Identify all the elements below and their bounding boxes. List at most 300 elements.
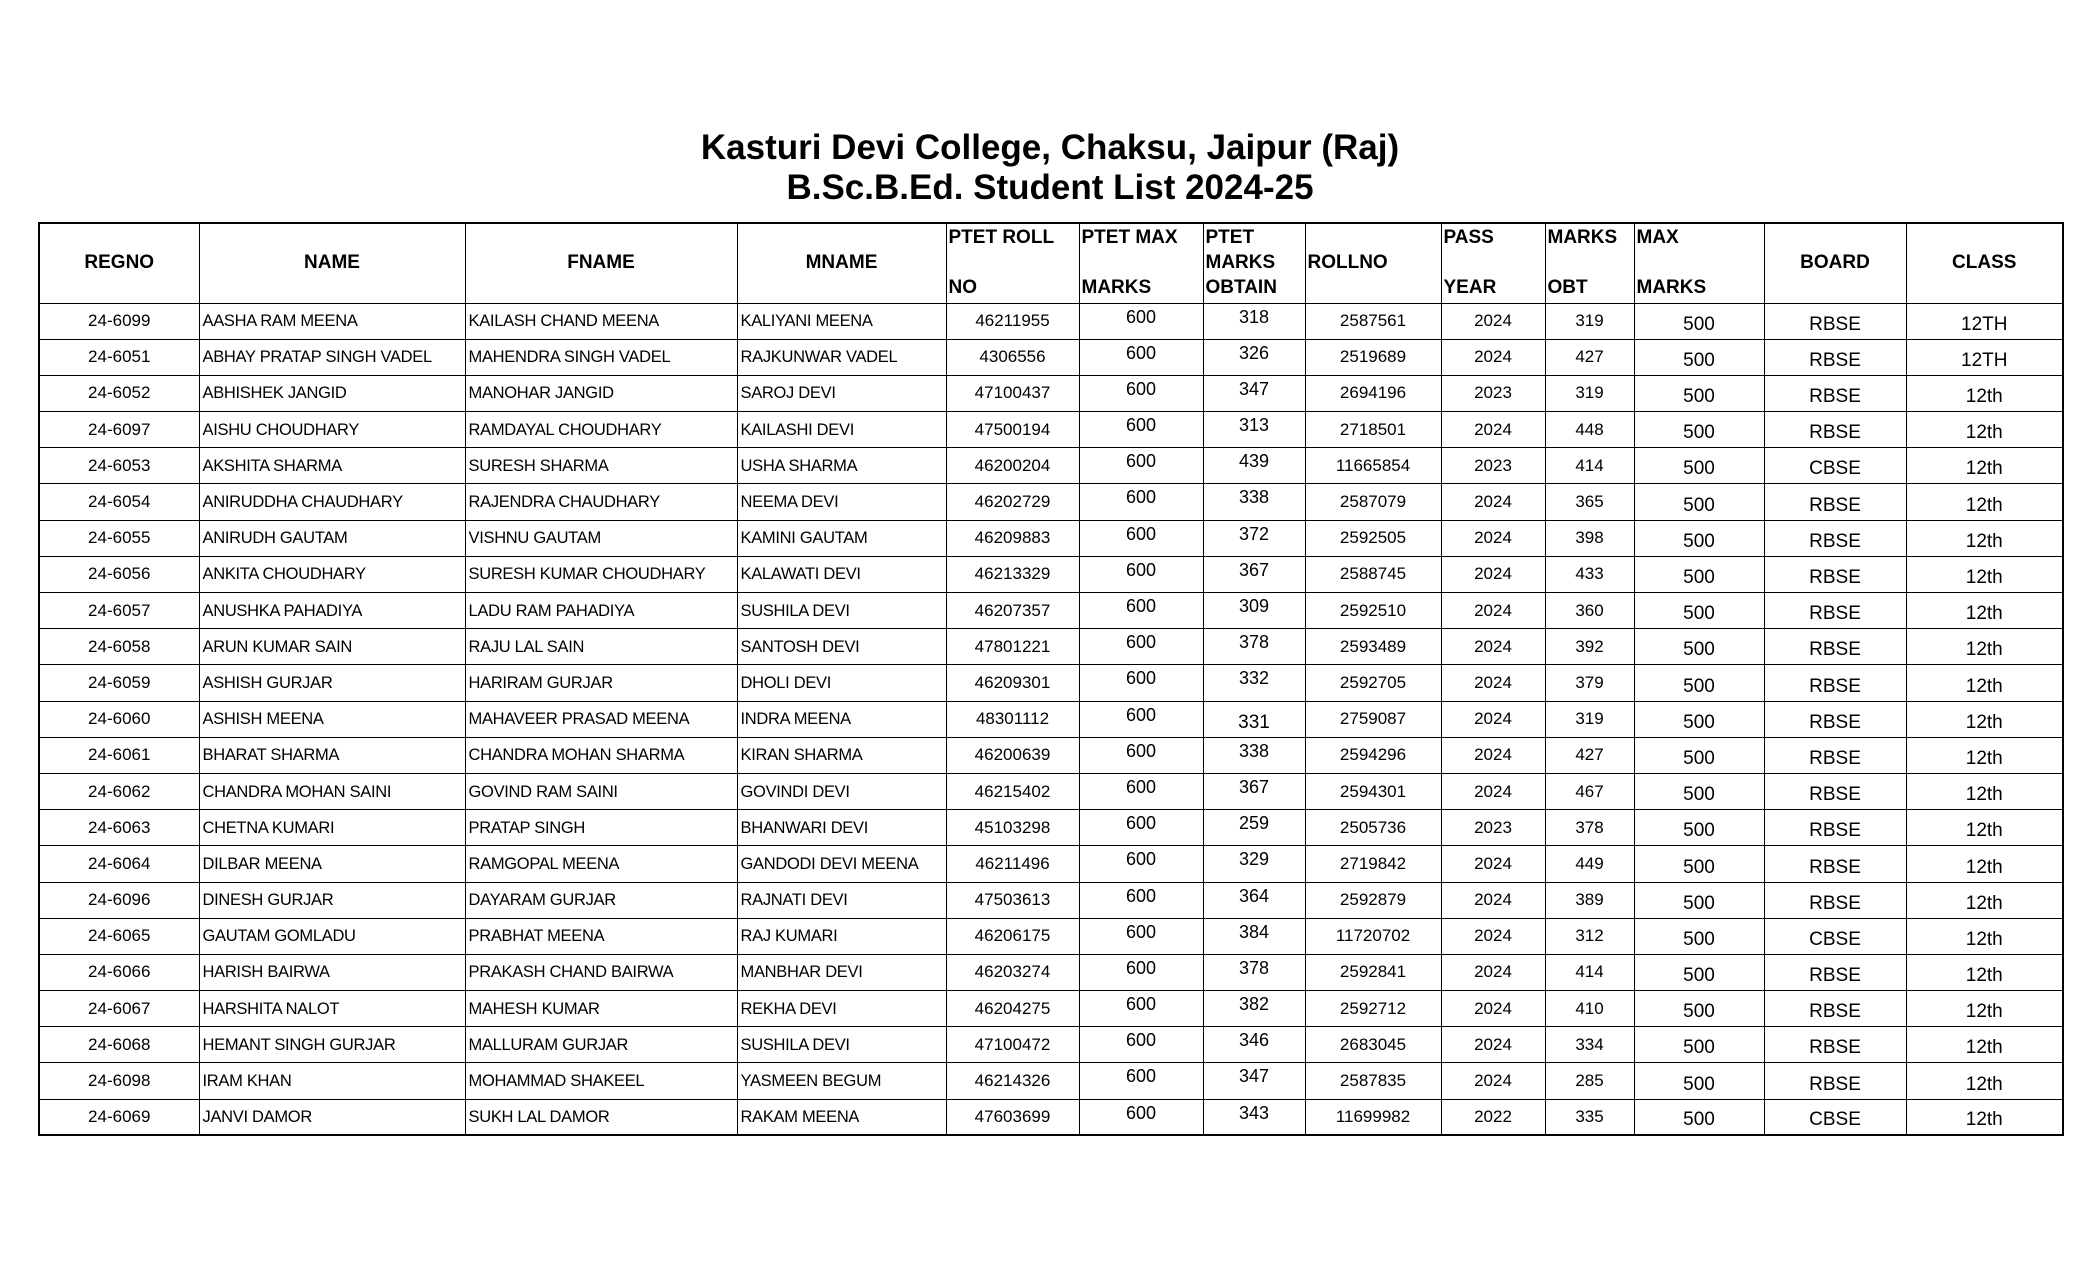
- cell-mname: SUSHILA DEVI: [737, 1027, 946, 1063]
- cell-mname: KALAWATI DEVI: [737, 556, 946, 592]
- cell-max-marks: 500: [1634, 520, 1764, 556]
- cell-class: 12th: [1906, 1099, 2063, 1135]
- cell-max-marks: 500: [1634, 375, 1764, 411]
- cell-class: 12th: [1906, 954, 2063, 990]
- cell-regno: 24-6059: [39, 665, 199, 701]
- cell-ptet-obt: 331: [1203, 701, 1305, 737]
- cell-regno: 24-6066: [39, 954, 199, 990]
- cell-ptet-roll: 46202729: [946, 484, 1079, 520]
- cell-rollno: 2592505: [1305, 520, 1441, 556]
- cell-rollno: 2519689: [1305, 339, 1441, 375]
- cell-rollno: 11699982: [1305, 1099, 1441, 1135]
- cell-mname: YASMEEN BEGUM: [737, 1063, 946, 1099]
- cell-name: ASHISH MEENA: [199, 701, 465, 737]
- column-header-max-marks: [1634, 223, 1764, 303]
- cell-name: CHANDRA MOHAN SAINI: [199, 773, 465, 809]
- cell-fname: GOVIND RAM SAINI: [465, 773, 737, 809]
- cell-max-marks: 500: [1634, 593, 1764, 629]
- cell-fname: MAHAVEER PRASAD MEENA: [465, 701, 737, 737]
- cell-max-marks: 500: [1634, 991, 1764, 1027]
- table-row: [39, 484, 2063, 520]
- cell-ptet-max: 600: [1079, 701, 1203, 737]
- cell-max-marks: 500: [1634, 412, 1764, 448]
- header-line: [1082, 251, 1201, 275]
- header-line: [1444, 251, 1543, 275]
- cell-marks-obt: 398: [1545, 520, 1634, 556]
- cell-board: CBSE: [1764, 448, 1906, 484]
- table-row: [39, 773, 2063, 809]
- cell-name: ABHISHEK JANGID: [199, 375, 465, 411]
- cell-ptet-obt: 338: [1203, 484, 1305, 520]
- cell-regno: 24-6056: [39, 556, 199, 592]
- cell-class: 12th: [1906, 918, 2063, 954]
- cell-max-marks: 500: [1634, 303, 1764, 339]
- cell-regno: 24-6062: [39, 773, 199, 809]
- header-line: YEAR: [1443, 277, 1497, 299]
- cell-rollno: 2594296: [1305, 737, 1441, 773]
- cell-class: 12th: [1906, 412, 2063, 448]
- cell-mname: BHANWARI DEVI: [737, 810, 946, 846]
- cell-ptet-roll: 46203274: [946, 954, 1079, 990]
- cell-pass-year: 2023: [1441, 810, 1545, 846]
- cell-board: RBSE: [1764, 484, 1906, 520]
- cell-max-marks: 500: [1634, 1099, 1764, 1135]
- cell-ptet-roll: 46209883: [946, 520, 1079, 556]
- cell-ptet-obt: 346: [1203, 1027, 1305, 1063]
- cell-pass-year: 2024: [1441, 918, 1545, 954]
- cell-name: AASHA RAM MEENA: [199, 303, 465, 339]
- cell-name: CHETNA KUMARI: [199, 810, 465, 846]
- cell-ptet-roll: 46200204: [946, 448, 1079, 484]
- cell-ptet-obt: 364: [1203, 882, 1305, 918]
- cell-regno: 24-6053: [39, 448, 199, 484]
- cell-ptet-max: 600: [1079, 991, 1203, 1027]
- cell-board: CBSE: [1764, 1099, 1906, 1135]
- cell-board: RBSE: [1764, 701, 1906, 737]
- cell-pass-year: 2024: [1441, 701, 1545, 737]
- cell-pass-year: 2024: [1441, 593, 1545, 629]
- cell-marks-obt: 448: [1545, 412, 1634, 448]
- column-header-fname: FNAME: [465, 223, 737, 303]
- header-line: OBTAIN: [1205, 277, 1277, 299]
- cell-ptet-obt: 326: [1203, 339, 1305, 375]
- cell-name: ANIRUDH GAUTAM: [199, 520, 465, 556]
- column-header-pass-year: [1441, 223, 1545, 303]
- cell-board: RBSE: [1764, 556, 1906, 592]
- cell-marks-obt: 378: [1545, 810, 1634, 846]
- cell-fname: MALLURAM GURJAR: [465, 1027, 737, 1063]
- cell-fname: SURESH KUMAR CHOUDHARY: [465, 556, 737, 592]
- list-title: B.Sc.B.Ed. Student List 2024-25: [786, 168, 1314, 207]
- cell-name: BHARAT SHARMA: [199, 737, 465, 773]
- cell-regno: 24-6054: [39, 484, 199, 520]
- cell-ptet-obt: 378: [1203, 954, 1305, 990]
- cell-max-marks: 500: [1634, 737, 1764, 773]
- cell-class: 12th: [1906, 375, 2063, 411]
- cell-name: AKSHITA SHARMA: [199, 448, 465, 484]
- table-row: [39, 991, 2063, 1027]
- cell-max-marks: 500: [1634, 339, 1764, 375]
- cell-rollno: 2759087: [1305, 701, 1441, 737]
- cell-ptet-roll: 46214326: [946, 1063, 1079, 1099]
- cell-class: 12TH: [1906, 339, 2063, 375]
- cell-ptet-max: 600: [1079, 810, 1203, 846]
- cell-pass-year: 2024: [1441, 484, 1545, 520]
- cell-mname: DHOLI DEVI: [737, 665, 946, 701]
- cell-max-marks: 500: [1634, 629, 1764, 665]
- cell-ptet-roll: 46200639: [946, 737, 1079, 773]
- cell-marks-obt: 379: [1545, 665, 1634, 701]
- cell-board: CBSE: [1764, 918, 1906, 954]
- table-row: [39, 701, 2063, 737]
- cell-board: RBSE: [1764, 810, 1906, 846]
- table-row: [39, 1063, 2063, 1099]
- header-line: [1548, 251, 1632, 275]
- table-row: [39, 593, 2063, 629]
- cell-mname: USHA SHARMA: [737, 448, 946, 484]
- cell-ptet-roll: 46213329: [946, 556, 1079, 592]
- cell-ptet-roll: 47100472: [946, 1027, 1079, 1063]
- cell-ptet-obt: 372: [1203, 520, 1305, 556]
- cell-board: RBSE: [1764, 629, 1906, 665]
- cell-mname: KAMINI GAUTAM: [737, 520, 946, 556]
- cell-pass-year: 2024: [1441, 954, 1545, 990]
- cell-rollno: 2593489: [1305, 629, 1441, 665]
- cell-mname: RAJ KUMARI: [737, 918, 946, 954]
- cell-mname: INDRA MEENA: [737, 701, 946, 737]
- column-header-ptet-max: [1079, 223, 1203, 303]
- cell-name: AISHU CHOUDHARY: [199, 412, 465, 448]
- cell-fname: PRABHAT MEENA: [465, 918, 737, 954]
- cell-pass-year: 2024: [1441, 1063, 1545, 1099]
- cell-pass-year: 2024: [1441, 303, 1545, 339]
- cell-pass-year: 2024: [1441, 520, 1545, 556]
- cell-ptet-max: 600: [1079, 846, 1203, 882]
- cell-board: RBSE: [1764, 303, 1906, 339]
- cell-ptet-obt: 313: [1203, 412, 1305, 448]
- cell-ptet-obt: 382: [1203, 991, 1305, 1027]
- cell-ptet-roll: 48301112: [946, 701, 1079, 737]
- cell-fname: RAJENDRA CHAUDHARY: [465, 484, 737, 520]
- cell-fname: SUKH LAL DAMOR: [465, 1099, 737, 1135]
- cell-regno: 24-6068: [39, 1027, 199, 1063]
- cell-max-marks: 500: [1634, 918, 1764, 954]
- cell-class: 12th: [1906, 520, 2063, 556]
- cell-max-marks: 500: [1634, 846, 1764, 882]
- cell-regno: 24-6055: [39, 520, 199, 556]
- table-row: [39, 448, 2063, 484]
- cell-pass-year: 2023: [1441, 375, 1545, 411]
- cell-board: RBSE: [1764, 1027, 1906, 1063]
- cell-ptet-max: 600: [1079, 954, 1203, 990]
- cell-max-marks: 500: [1634, 484, 1764, 520]
- table-row: [39, 303, 2063, 339]
- table-row: [39, 810, 2063, 846]
- cell-max-marks: 500: [1634, 556, 1764, 592]
- cell-pass-year: 2024: [1441, 737, 1545, 773]
- table-row: [39, 882, 2063, 918]
- cell-class: 12th: [1906, 1027, 2063, 1063]
- cell-rollno: 2592841: [1305, 954, 1441, 990]
- cell-class: 12th: [1906, 556, 2063, 592]
- cell-board: RBSE: [1764, 954, 1906, 990]
- cell-marks-obt: 414: [1545, 954, 1634, 990]
- cell-max-marks: 500: [1634, 954, 1764, 990]
- cell-ptet-max: 600: [1079, 737, 1203, 773]
- cell-class: 12th: [1906, 773, 2063, 809]
- cell-ptet-max: 600: [1079, 1027, 1203, 1063]
- header-line: MAX: [1636, 227, 1679, 249]
- column-header-name: NAME: [199, 223, 465, 303]
- cell-marks-obt: 410: [1545, 991, 1634, 1027]
- cell-rollno: 2592879: [1305, 882, 1441, 918]
- cell-ptet-max: 600: [1079, 665, 1203, 701]
- cell-ptet-max: 600: [1079, 882, 1203, 918]
- cell-class: 12th: [1906, 701, 2063, 737]
- cell-mname: SAROJ DEVI: [737, 375, 946, 411]
- cell-class: 12th: [1906, 882, 2063, 918]
- cell-board: RBSE: [1764, 991, 1906, 1027]
- cell-class: 12th: [1906, 484, 2063, 520]
- cell-rollno: 2719842: [1305, 846, 1441, 882]
- cell-ptet-max: 600: [1079, 339, 1203, 375]
- column-header-mname: MNAME: [737, 223, 946, 303]
- cell-fname: CHANDRA MOHAN SHARMA: [465, 737, 737, 773]
- cell-max-marks: 500: [1634, 810, 1764, 846]
- cell-ptet-roll: 46207357: [946, 593, 1079, 629]
- cell-pass-year: 2022: [1441, 1099, 1545, 1135]
- cell-regno: 24-6063: [39, 810, 199, 846]
- cell-ptet-roll: 46206175: [946, 918, 1079, 954]
- cell-class: 12th: [1906, 810, 2063, 846]
- header-line: PTET ROLL: [948, 227, 1055, 249]
- cell-max-marks: 500: [1634, 665, 1764, 701]
- header-row: [39, 223, 2063, 303]
- table-row: [39, 520, 2063, 556]
- cell-rollno: 11665854: [1305, 448, 1441, 484]
- cell-pass-year: 2024: [1441, 1027, 1545, 1063]
- table-row: [39, 629, 2063, 665]
- cell-name: DINESH GURJAR: [199, 882, 465, 918]
- cell-ptet-roll: 47801221: [946, 629, 1079, 665]
- header-line: MARKS: [1081, 277, 1152, 299]
- cell-ptet-roll: 47100437: [946, 375, 1079, 411]
- cell-pass-year: 2024: [1441, 665, 1545, 701]
- cell-ptet-roll: 4306556: [946, 339, 1079, 375]
- cell-max-marks: 500: [1634, 773, 1764, 809]
- cell-marks-obt: 449: [1545, 846, 1634, 882]
- cell-ptet-obt: 309: [1203, 593, 1305, 629]
- cell-ptet-obt: 347: [1203, 375, 1305, 411]
- table-row: [39, 954, 2063, 990]
- cell-name: GAUTAM GOMLADU: [199, 918, 465, 954]
- cell-mname: MANBHAR DEVI: [737, 954, 946, 990]
- cell-regno: 24-6097: [39, 412, 199, 448]
- table-row: [39, 737, 2063, 773]
- table-row: [39, 665, 2063, 701]
- cell-regno: 24-6096: [39, 882, 199, 918]
- cell-ptet-max: 600: [1079, 593, 1203, 629]
- cell-marks-obt: 335: [1545, 1099, 1634, 1135]
- cell-regno: 24-6051: [39, 339, 199, 375]
- cell-marks-obt: 389: [1545, 882, 1634, 918]
- header-line: PTET: [1205, 227, 1255, 249]
- cell-class: 12th: [1906, 448, 2063, 484]
- cell-marks-obt: 365: [1545, 484, 1634, 520]
- cell-ptet-obt: 378: [1203, 629, 1305, 665]
- header-line: MARKS: [1547, 227, 1618, 249]
- cell-fname: PRATAP SINGH: [465, 810, 737, 846]
- header-line: MARKS: [1636, 277, 1707, 299]
- cell-ptet-obt: 329: [1203, 846, 1305, 882]
- cell-rollno: 2694196: [1305, 375, 1441, 411]
- table-row: [39, 375, 2063, 411]
- header-line: ROLLNO: [1307, 252, 1388, 274]
- cell-ptet-max: 600: [1079, 448, 1203, 484]
- cell-fname: KAILASH CHAND MEENA: [465, 303, 737, 339]
- cell-ptet-obt: 367: [1203, 773, 1305, 809]
- cell-ptet-obt: 367: [1203, 556, 1305, 592]
- cell-fname: SURESH SHARMA: [465, 448, 737, 484]
- cell-regno: 24-6069: [39, 1099, 199, 1135]
- cell-mname: KAILASHI DEVI: [737, 412, 946, 448]
- cell-name: ANKITA CHOUDHARY: [199, 556, 465, 592]
- header-line: PASS: [1443, 227, 1494, 249]
- cell-marks-obt: 427: [1545, 339, 1634, 375]
- cell-board: RBSE: [1764, 665, 1906, 701]
- cell-board: RBSE: [1764, 593, 1906, 629]
- cell-ptet-obt: 332: [1203, 665, 1305, 701]
- cell-ptet-max: 600: [1079, 918, 1203, 954]
- cell-ptet-roll: 46211955: [946, 303, 1079, 339]
- cell-mname: GOVINDI DEVI: [737, 773, 946, 809]
- header-line: [1637, 251, 1762, 275]
- cell-regno: 24-6099: [39, 303, 199, 339]
- college-title: Kasturi Devi College, Chaksu, Jaipur (Raj): [700, 128, 1400, 167]
- table-row: [39, 846, 2063, 882]
- cell-class: 12th: [1906, 593, 2063, 629]
- column-header-ptet-roll: [946, 223, 1079, 303]
- cell-rollno: 2718501: [1305, 412, 1441, 448]
- cell-mname: REKHA DEVI: [737, 991, 946, 1027]
- cell-regno: 24-6065: [39, 918, 199, 954]
- cell-rollno: 2683045: [1305, 1027, 1441, 1063]
- cell-ptet-max: 600: [1079, 303, 1203, 339]
- header-line: NO: [948, 277, 977, 299]
- table-row: [39, 556, 2063, 592]
- cell-name: ANIRUDDHA CHAUDHARY: [199, 484, 465, 520]
- cell-ptet-obt: 259: [1203, 810, 1305, 846]
- cell-marks-obt: 427: [1545, 737, 1634, 773]
- cell-board: RBSE: [1764, 520, 1906, 556]
- cell-max-marks: 500: [1634, 1027, 1764, 1063]
- cell-class: 12th: [1906, 846, 2063, 882]
- cell-regno: 24-6058: [39, 629, 199, 665]
- cell-mname: KALIYANI MEENA: [737, 303, 946, 339]
- cell-marks-obt: 334: [1545, 1027, 1634, 1063]
- cell-pass-year: 2024: [1441, 882, 1545, 918]
- cell-pass-year: 2024: [1441, 412, 1545, 448]
- cell-rollno: 11720702: [1305, 918, 1441, 954]
- cell-class: 12th: [1906, 665, 2063, 701]
- column-header-marks-obt: [1545, 223, 1634, 303]
- cell-board: RBSE: [1764, 375, 1906, 411]
- cell-fname: MANOHAR JANGID: [465, 375, 737, 411]
- cell-board: RBSE: [1764, 737, 1906, 773]
- cell-ptet-max: 600: [1079, 375, 1203, 411]
- cell-ptet-max: 600: [1079, 412, 1203, 448]
- column-header-board: BOARD: [1764, 223, 1906, 303]
- cell-ptet-max: 600: [1079, 520, 1203, 556]
- cell-regno: 24-6064: [39, 846, 199, 882]
- cell-max-marks: 500: [1634, 882, 1764, 918]
- cell-name: DILBAR MEENA: [199, 846, 465, 882]
- cell-ptet-roll: 47603699: [946, 1099, 1079, 1135]
- cell-marks-obt: 467: [1545, 773, 1634, 809]
- cell-regno: 24-6057: [39, 593, 199, 629]
- header-line: [1308, 276, 1439, 300]
- cell-rollno: 2592712: [1305, 991, 1441, 1027]
- cell-rollno: 2592705: [1305, 665, 1441, 701]
- cell-mname: GANDODI DEVI MEENA: [737, 846, 946, 882]
- cell-ptet-obt: 347: [1203, 1063, 1305, 1099]
- cell-regno: 24-6067: [39, 991, 199, 1027]
- cell-marks-obt: 414: [1545, 448, 1634, 484]
- cell-class: 12th: [1906, 629, 2063, 665]
- column-header-regno: REGNO: [39, 223, 199, 303]
- cell-rollno: 2587835: [1305, 1063, 1441, 1099]
- header-line: [1308, 226, 1439, 250]
- table-row: [39, 1027, 2063, 1063]
- cell-mname: RAJNATI DEVI: [737, 882, 946, 918]
- cell-pass-year: 2024: [1441, 339, 1545, 375]
- cell-name: ABHAY PRATAP SINGH VADEL: [199, 339, 465, 375]
- cell-ptet-roll: 46209301: [946, 665, 1079, 701]
- cell-name: HARISH BAIRWA: [199, 954, 465, 990]
- cell-ptet-obt: 338: [1203, 737, 1305, 773]
- cell-class: 12th: [1906, 1063, 2063, 1099]
- cell-board: RBSE: [1764, 412, 1906, 448]
- cell-regno: 24-6061: [39, 737, 199, 773]
- cell-ptet-obt: 439: [1203, 448, 1305, 484]
- cell-marks-obt: 360: [1545, 593, 1634, 629]
- cell-ptet-roll: 45103298: [946, 810, 1079, 846]
- cell-board: RBSE: [1764, 846, 1906, 882]
- cell-fname: MAHENDRA SINGH VADEL: [465, 339, 737, 375]
- cell-board: RBSE: [1764, 773, 1906, 809]
- cell-regno: 24-6060: [39, 701, 199, 737]
- cell-rollno: 2505736: [1305, 810, 1441, 846]
- cell-fname: RAJU LAL SAIN: [465, 629, 737, 665]
- cell-name: ANUSHKA PAHADIYA: [199, 593, 465, 629]
- cell-max-marks: 500: [1634, 448, 1764, 484]
- cell-name: HEMANT SINGH GURJAR: [199, 1027, 465, 1063]
- header-line: OBT: [1547, 277, 1588, 299]
- cell-mname: RAKAM MEENA: [737, 1099, 946, 1135]
- cell-ptet-roll: 46211496: [946, 846, 1079, 882]
- table-row: [39, 1099, 2063, 1135]
- cell-marks-obt: 319: [1545, 303, 1634, 339]
- cell-marks-obt: 319: [1545, 375, 1634, 411]
- cell-name: JANVI DAMOR: [199, 1099, 465, 1135]
- cell-fname: LADU RAM PAHADIYA: [465, 593, 737, 629]
- cell-pass-year: 2024: [1441, 773, 1545, 809]
- cell-ptet-max: 600: [1079, 556, 1203, 592]
- cell-mname: RAJKUNWAR VADEL: [737, 339, 946, 375]
- column-header-ptet-obt: [1203, 223, 1305, 303]
- cell-mname: SANTOSH DEVI: [737, 629, 946, 665]
- cell-marks-obt: 392: [1545, 629, 1634, 665]
